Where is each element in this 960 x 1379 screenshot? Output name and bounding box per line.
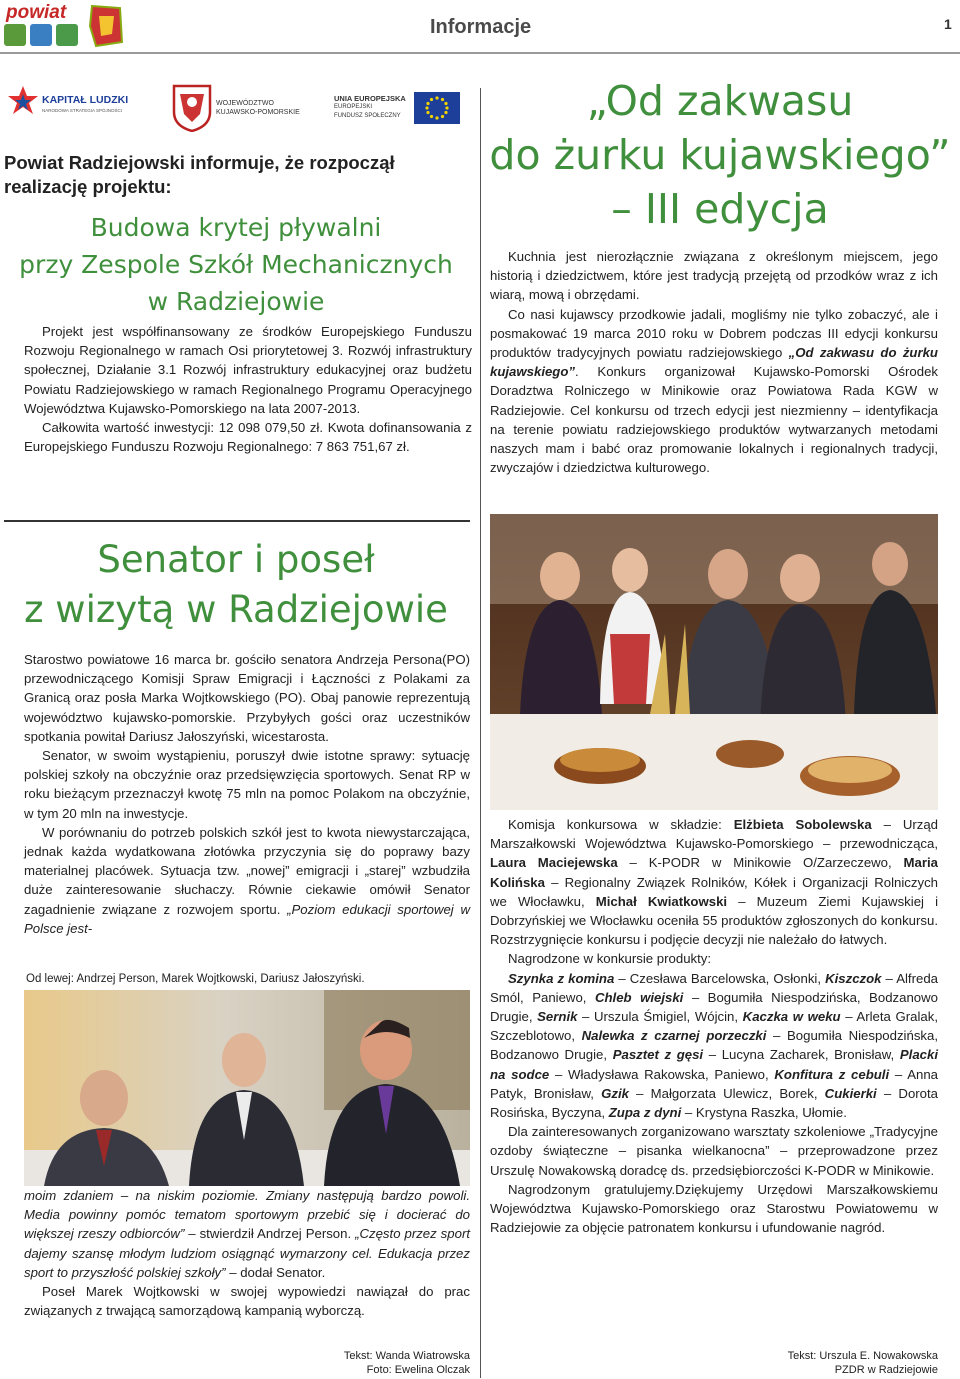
article2-paragraph-5: Poseł Marek Wojtkowski w swojej wypowiedzi nawiązał do prac związanych z trwającą samorządową kampanią wyborczą.: [24, 1284, 470, 1319]
article1-title-line1: Budowa krytej pływalni: [90, 213, 382, 242]
article2-paragraph-3-quote: „Poziom edukacji sportowej w Polsce jest-: [24, 901, 470, 936]
award-product: Kiszczok: [825, 970, 882, 986]
wojewodztwo-line2: KUJAWSKO-POMORSKIE: [216, 109, 300, 116]
article3-paragraph-1: Kuchnia jest nierozłącznie związana z określonym miejscem, jego historią i dziedzictwem, które jest tradycją przejętą od przodków wraz z ich wiarą, mową i obrzędami.: [490, 249, 938, 303]
award-product: Gzik: [601, 1085, 629, 1101]
article3-body-top: [490, 247, 938, 477]
award-product: Kaczka w weku: [742, 1009, 841, 1025]
article3-workshop: Dla zainteresowanych zorganizowano warsztaty szkoleniowe „Tradycyjne ozdoby świąteczne – pisanka wielkanocna” – przeprowadzone przez Urszulę Nowakowską doradcę ds. przedsiębiorczości K-PODR w Minikowie.: [490, 1124, 938, 1178]
article3-paragraph-2: [490, 305, 938, 478]
article3-thanks: Nagrodzonym gratulujemy.Dziękujemy Urzędowi Marszałkowskiemu Województwa Kujawsko-Pomorskiego oraz Starostwu Powiatowemu w Radziejowie za objęcie patronatem konkursu i ufundowanie nagród.: [490, 1181, 938, 1236]
award-product: Zupa z dyni: [608, 1105, 682, 1121]
logo-kapital-ludzki: [8, 86, 148, 126]
award-winner: – Krystyna Raszka, Ułomie.: [681, 1105, 847, 1121]
article2-attribution-2: – dodał Senator.: [225, 1264, 326, 1280]
logo-unia-europejska: [334, 92, 474, 128]
award-winner: – Bogumiła Niespodzińska, Bodzanowo Drugie,: [490, 989, 938, 1025]
article2-paragraph-4: [24, 1186, 470, 1282]
header-logo-text: powiat: [6, 2, 67, 23]
jury-member-1: Elżbieta Sobolewska: [733, 817, 872, 832]
article2-credit-photo: Foto: Ewelina Olczak: [366, 1364, 470, 1376]
article1-title: [0, 209, 472, 320]
article2-title-line2: z wizytą w Radziejowie: [24, 588, 448, 631]
header-rule: [0, 52, 960, 54]
page-number: 1: [944, 16, 952, 32]
award-product: Cukierki: [824, 1085, 877, 1101]
article1-title-line3: w Radziejowie: [147, 287, 325, 316]
article2-paragraph-3-text: W porównaniu do potrzeb polskich szkół jest to kwota niewystarczająca, jednak każda wydatkowana złotówka przyczynia się do poprawy bazy materialnej placówek. Sytuacja tzw. „nowej” emigracji i „starej” wzbudziła duże zainteresowanie słuchaczy. Równie ciekawie omówił Senator zagadnienie związane z rozwojem sportu.: [24, 824, 470, 917]
section-title: Informacje: [430, 16, 532, 38]
kapital-ludzki-label: KAPITAŁ LUDZKI: [42, 94, 129, 106]
article1-lead: Powiat Radziejowski informuje, że rozpoczął realizację projektu:: [4, 152, 395, 197]
award-winner: – Małgorzata Ulewicz, Borek,: [628, 1085, 825, 1101]
article1-paragraph-1: Projekt jest współfinansowany ze środków Europejskiego Funduszu Rozwoju Regionalnego w ramach Osi priorytetowej 3. Rozwój infrastruktury społecznej, Działanie 3.1 Rozwój infrastruktury edukacyjnej oraz budżetu Powiatu Radziejowskiego w ramach Regionalnego Programu Operacyjnego Województwa Kujawsko-Pomorskiego na lata 2007-2013.: [24, 324, 472, 416]
award-winner: – Urszula Śmigiel, Wójcin,: [577, 1009, 743, 1025]
ue-line2: EUROPEJSKI: [334, 104, 373, 110]
article2-paragraph-2: Senator, w swoim wystąpieniu, poruszył dwie istotne sprawy: sytuację polskiej szkoły na obczyźnie oraz przedsięwzięcia sportowych. Senat RP w roku bieżącym przeznaczył kwotę 75 mln na pomoc Polakom na obczyźnie, w tym 20 mln na inwestycje.: [24, 748, 470, 821]
article2-photo-caption: Od lewej: Andrzej Person, Marek Wojtkowski, Dariusz Jałoszyński.: [26, 973, 365, 985]
award-product: Konfitura z cebuli: [774, 1066, 890, 1082]
award-winner: – Anna Patyk, Bronisław,: [490, 1066, 939, 1101]
jury-role-1: – Urząd Marszałkowski Województwa Kujawsko-Pomorskiego – przewodnicząca,: [490, 817, 939, 852]
kapital-ludzki-sub: NARODOWA STRATEGIA SPÓJNOŚCI: [42, 108, 123, 113]
award-winner: – Alfreda Smól, Paniewo,: [490, 970, 938, 1005]
article3-title-line2: do żurku kujawskiego”: [489, 131, 951, 179]
jury-role-2: – K-PODR w Minikowie O/Zarzeczewo,: [617, 855, 904, 871]
article3-title-line1: „Od zakwasu: [586, 77, 854, 125]
article3-credit-text: Tekst: Urszula E. Nowakowska: [787, 1350, 938, 1362]
award-product: Placki na sodce: [490, 1047, 938, 1082]
eu-flag-icon: [414, 92, 460, 124]
column-divider: [480, 88, 481, 1378]
article2-quote-1: moim zdaniem – na niskim poziomie. Zmiany następują bardzo powoli. Media powinny pomóc tematom sportowym przebić się i docierać do większej rzeszy odbiorców”: [24, 1188, 470, 1242]
article2-title-line1: Senator i poseł: [97, 538, 375, 581]
wojewodztwo-line1: WOJEWÓDZTWO: [216, 100, 274, 107]
article3-title-line3: – III edycja: [611, 185, 829, 233]
award-product: Pasztet z gęsi: [612, 1047, 704, 1063]
jury-member-4: Michał Kwiatkowski: [595, 893, 728, 909]
award-product: Nalewka z czarnej porzeczki: [581, 1028, 767, 1044]
article2-quote-2: „Często przez sport dajemy szansę młodym ludziom osiągnąć wymarzony cel. Edukacja przez sport to przyszłość polskiej szkoły”: [24, 1226, 470, 1280]
article2-paragraph-3: [24, 823, 470, 938]
awards-list: [490, 969, 938, 1123]
award-winner: – Lucyna Zacharek, Bronisław,: [703, 1047, 900, 1063]
article2-body-bottom: [24, 1186, 470, 1320]
award-winner: – Dorota Rosińska, Byczyna,: [490, 1085, 938, 1121]
jury-member-3: Maria Kolińska: [490, 855, 938, 890]
article1-paragraph-2: Całkowita wartość inwestycji: 12 098 079,50 zł. Kwota dofinansowania z Europejskiego Funduszu Rozwoju Regionalnego: 7 863 751,67 zł.: [24, 420, 472, 455]
article3-jury: [490, 815, 938, 949]
jury-role-3: – Regionalny Związek Rolników, Kółek i Organizacji Rolniczych we Włocławku,: [490, 874, 938, 909]
article3-body-bottom: [490, 815, 938, 1237]
article3-contest-name: „Od zakwasu do żurku kujawskiego”: [490, 345, 938, 380]
article-separator: [4, 520, 470, 522]
award-winner: – Arleta Gralak, Szczeblotowo,: [490, 1009, 938, 1044]
award-product: Chleb wiejski: [594, 989, 684, 1005]
article2-credits: [200, 1349, 470, 1377]
article2-photo: [24, 990, 470, 1186]
article3-photo: [490, 514, 938, 810]
article2-title: [0, 535, 472, 635]
jury-intro: Komisja konkursowa w składzie:: [508, 817, 734, 832]
logo-wojewodztwo: [172, 84, 312, 134]
article1-title-line2: przy Zespole Szkół Mechanicznych: [19, 250, 453, 279]
article3-title: [488, 74, 952, 236]
award-winner: – Władysława Rakowska, Paniewo,: [549, 1066, 775, 1082]
article3-credit-org: PZDR w Radziejowie: [834, 1364, 938, 1376]
article2-attribution-1: – stwierdził Andrzej Person.: [184, 1226, 356, 1242]
article3-credits: [660, 1349, 938, 1377]
article1-body: [24, 322, 472, 456]
award-product: Sernik: [537, 1009, 578, 1025]
article2-body-top: [24, 650, 470, 938]
ue-line1: UNIA EUROPEJSKA: [334, 94, 406, 103]
article3-paragraph-2b: . Konkurs organizował Kujawsko-Pomorski Ośrodek Doradztwa Rolniczego w Minikowie oraz Powiatowa Rada KGW w Radziejowie. Cel konkursu od trzech edycji jest niezmienny – identyfikacja na terenie powiatu radziejowskiego produktów wytwarzanych metodami naszych mam i babć oraz promowanie lokalnych i regionalnych tradycji, zwyczajów i dziedzictwa kulturowego.: [490, 364, 938, 476]
jury-role-4: – Muzeum Ziemi Kujawskiej i Dobrzyńskiej we Włocławku oceniła 55 produktów zgłoszonych do konkursu. Rozstrzygnięcie konkursu i podjęcie decyzji nie należało do łatwych.: [490, 893, 938, 948]
jury-member-2: Laura Maciejewska: [490, 855, 618, 871]
header-logo: [4, 2, 124, 48]
ue-line3: FUNDUSZ SPOŁECZNY: [334, 113, 401, 119]
award-winner: – Czesława Barcelowska, Osłonki,: [614, 970, 826, 986]
awards-intro: Nagrodzone w konkursie produkty:: [508, 951, 712, 967]
article3-paragraph-2a: Co nasi kujawscy przodkowie jadali, mogliśmy nie tylko zobaczyć, ale i posmakować 19 marca 2010 roku w Dobrem podczas III edycji konkursu produktów tradycyjnych powiatu radziejowskiego: [490, 306, 938, 361]
article2-credit-text: Tekst: Wanda Wiatrowska: [343, 1350, 470, 1362]
award-winner: – Bogumiła Niespodzińska, Bodzanowo Drugie,: [490, 1028, 938, 1063]
article2-paragraph-1: Starostwo powiatowe 16 marca br. gościło senatora Andrzeja Persona(PO) przewodniczącego Komisji Spraw Emigracji i Łączności z Polakami za Granicą oraz posła Marka Wojtkowskiego (PO). Obaj panowie reprezentują województwo kujawsko-pomorskie. Przybyłych gości oraz uczestników spotkania powitał Dariusz Jałoszyński, wicestarosta.: [24, 652, 470, 744]
award-product: Szynka z komina: [508, 970, 615, 986]
